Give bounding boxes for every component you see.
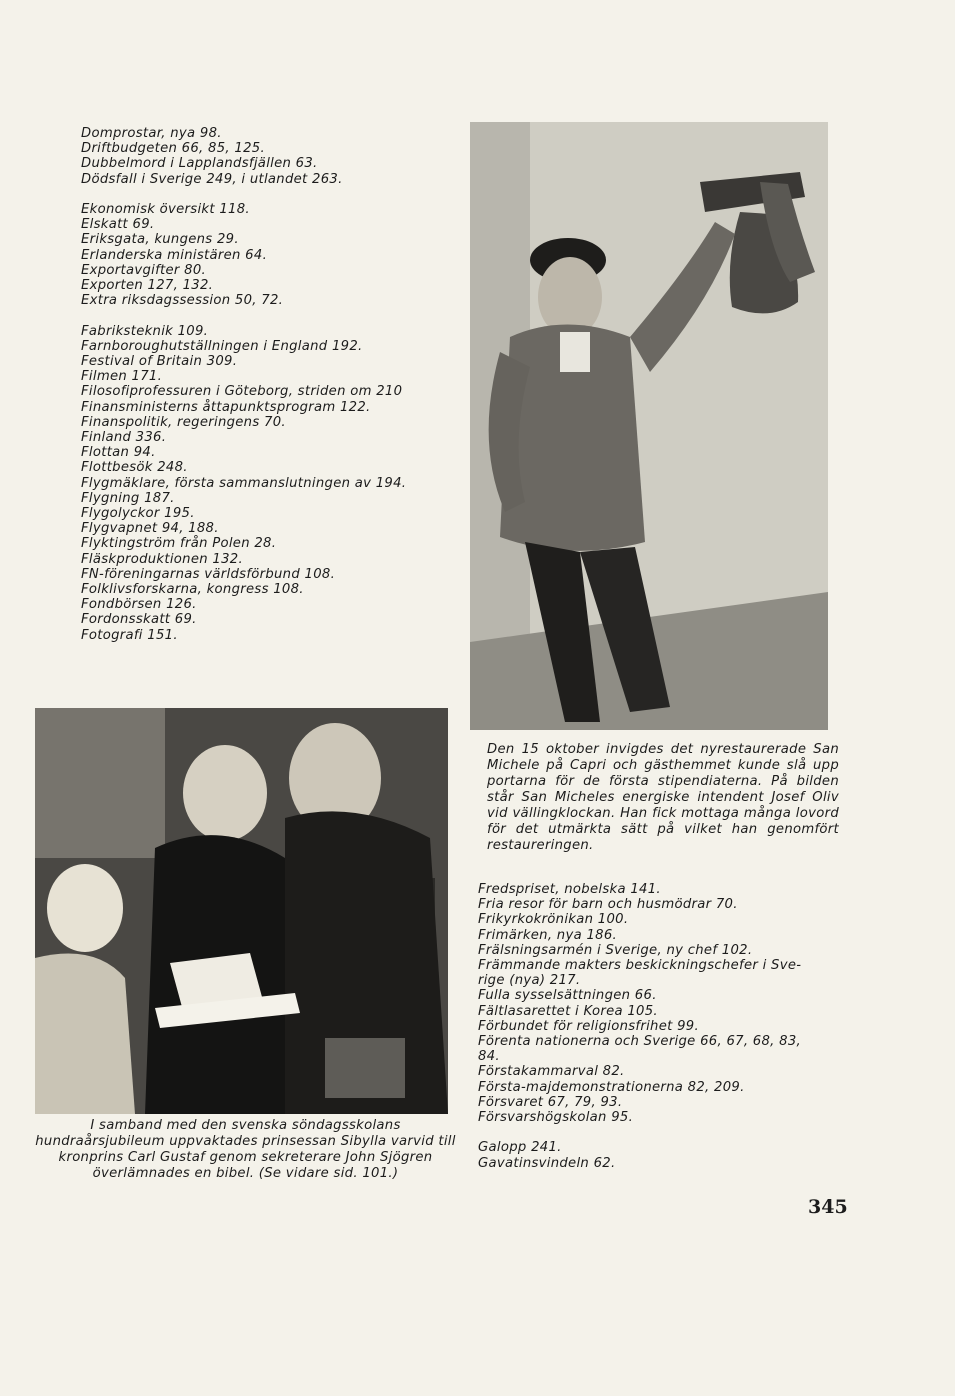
index-entry: Förbundet för religionsfrihet 99. [478, 1018, 699, 1034]
index-entry: Flyktingström från Polen 28. [81, 536, 277, 552]
index-entry: Fria resor för barn och husmödrar 70. [478, 897, 738, 913]
index-entry [81, 308, 471, 323]
index-entry: Flygolyckor 195. [81, 506, 195, 522]
index-entry: Gavatinsvindeln 62. [478, 1155, 616, 1171]
index-entry: 84. [478, 1049, 500, 1065]
index-entry [478, 1125, 848, 1140]
index-entry: Festival of Britain 309. [81, 354, 238, 370]
index-entry: Fabriksteknik 109. [81, 323, 209, 339]
index-entry: Fulla sysselsättningen 66. [478, 988, 657, 1004]
index-entry: Farnboroughutställningen i England 192. [81, 338, 363, 354]
index-entry: Fordonsskatt 69. [81, 612, 197, 628]
index-entry: Flottbesök 248. [81, 460, 188, 476]
index-entry: Elskatt 69. [81, 217, 155, 233]
index-entry: Främmande makters beskickningschefer i Sve- [478, 958, 802, 974]
caption-bell-photo: Den 15 oktober invigdes det nyrestaurerade San Michele på Capri och gästhemmet kunde slå upp portarna för de första stipendiaterna. På bilden står San Micheles energiske intendent Josef Oliv vid vällingklockan. Han fick mottaga många lovord för det utmärkta sätt på vilket han genomfört restaureringen. [487, 742, 839, 853]
index-entry: Flygning 187. [81, 490, 175, 506]
bell-photo-illustration [470, 122, 828, 730]
index-entry: Filosofiprofessuren i Göteborg, striden om 210 [81, 384, 403, 400]
index-entry: Förenta nationerna och Sverige 66, 67, 68, 83, [478, 1034, 802, 1050]
index-entry: Exportavgifter 80. [81, 262, 207, 278]
index-list-bottom [478, 882, 848, 1171]
index-entry [81, 187, 471, 202]
index-entry: Finansministerns åttapunktsprogram 122. [81, 399, 371, 415]
bible-photo-illustration [35, 708, 448, 1114]
caption-bible-photo: I samband med den svenska söndagsskolans hundraårsjubileum uppvaktades prinsessan Sibylla varvid till kronprins Carl Gustaf genom sekreterare John Sjögren överlämnades en bibel. (Se vidare sid. 101.) [35, 1118, 456, 1181]
photo-man-ringing-bell [470, 122, 828, 730]
index-entry: Extra riksdagssession 50, 72. [81, 293, 284, 309]
index-entry: Förstakammarval 82. [478, 1064, 625, 1080]
index-entry: Fläskproduktionen 132. [81, 551, 243, 567]
index-entry: Fotografi 151. [81, 627, 178, 643]
index-entry: Flottan 94. [81, 445, 156, 461]
index-entry: Driftbudgeten 66, 85, 125. [81, 141, 265, 157]
index-entry: Fondbörsen 126. [81, 597, 197, 613]
index-entry: Flygvapnet 94, 188. [81, 521, 219, 537]
index-entry: Frimärken, nya 186. [478, 927, 618, 943]
index-list-top [81, 126, 471, 643]
index-entry: Finanspolitik, regeringens 70. [81, 414, 286, 430]
index-entry: Fredspriset, nobelska 141. [478, 882, 661, 897]
index-entry: FN-föreningarnas världsförbund 108. [81, 566, 336, 582]
index-entry: Flygmäklare, första sammanslutningen av 194. [81, 475, 407, 491]
index-entry: Galopp 241. [478, 1140, 562, 1156]
index-entry: Fältlasarettet i Korea 105. [478, 1003, 658, 1019]
index-entry: Dödsfall i Sverige 249, i utlandet 263. [81, 171, 343, 187]
index-entry: Filmen 171. [81, 369, 163, 385]
index-entry: rige (nya) 217. [478, 973, 581, 989]
index-entry: Finland 336. [81, 430, 167, 446]
index-entry: Frälsningsarmén i Sverige, ny chef 102. [478, 942, 753, 958]
page-number: 345 [808, 1196, 848, 1218]
photo-bible-presentation [35, 708, 448, 1114]
index-entry: Erlanderska ministären 64. [81, 247, 268, 263]
index-entry: Försvarshögskolan 95. [478, 1110, 634, 1126]
index-entry: Frikyrkokrönikan 100. [478, 912, 629, 928]
index-entry: Första-majdemonstrationerna 82, 209. [478, 1079, 745, 1095]
index-entry: Ekonomisk översikt 118. [81, 202, 250, 217]
index-entry: Eriksgata, kungens 29. [81, 232, 239, 248]
index-entry: Domprostar, nya 98. [81, 126, 222, 141]
index-entry: Exporten 127, 132. [81, 278, 214, 294]
index-entry: Försvaret 67, 79, 93. [478, 1094, 623, 1110]
index-entry: Folklivsforskarna, kongress 108. [81, 582, 304, 598]
index-entry: Dubbelmord i Lapplandsfjällen 63. [81, 156, 318, 172]
